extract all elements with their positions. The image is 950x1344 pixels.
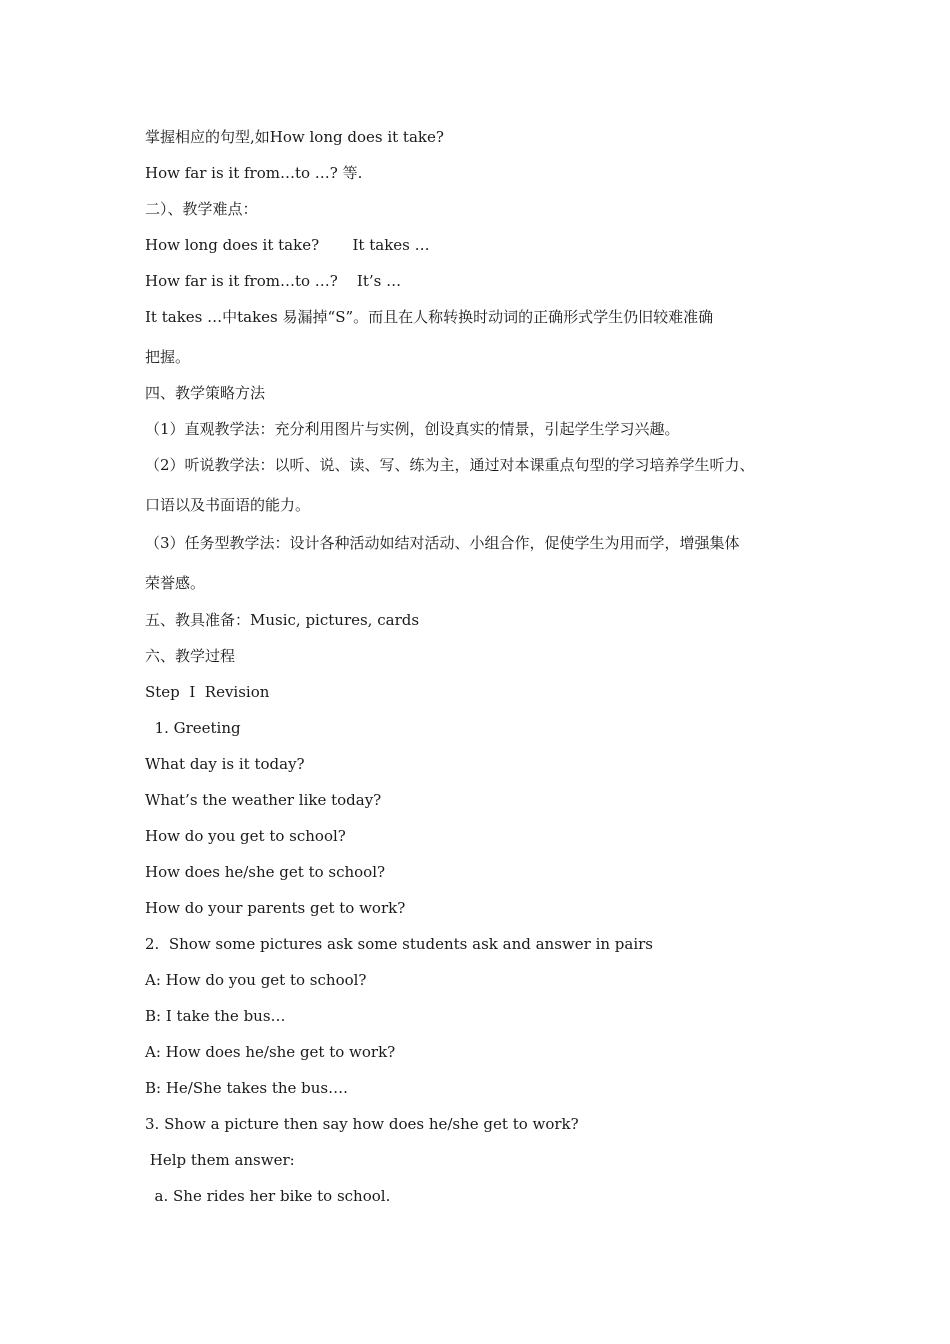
strategy-item-3-continuation: 荣誉感。 [145, 574, 206, 592]
activity-item-2: 2. Show some pictures ask some students ask and answer in pairs [145, 935, 654, 953]
activity-item-3: 3. Show a picture then say how does he/she get to work? [145, 1115, 579, 1133]
strategy-item-3: （3）任务型教学法：设计各种活动如结对活动、小组合作，促使学生为用而学，增强集体 [145, 534, 740, 552]
dialogue-line: A: How does he/she get to work? [145, 1043, 396, 1061]
section-heading-difficulties: 二）、教学难点： [145, 200, 258, 218]
question-line: How does he/she get to school? [145, 863, 386, 881]
dialogue-line: B: He/She takes the bus…. [145, 1079, 348, 1097]
question-line: What’s the weather like today? [145, 791, 382, 809]
section-heading-process: 六、教学过程 [145, 647, 236, 665]
answer-item-a: a. She rides her bike to school. [145, 1187, 391, 1205]
strategy-item-2: （2）听说教学法：以听、说、读、写、练为主，通过对本课重点句型的学习培养学生听力、 [145, 456, 755, 474]
question-line: How do your parents get to work? [145, 899, 406, 917]
sentence-pattern-how-far-line: How far is it from…to …? 等. [145, 164, 363, 182]
difficulty-note-line: It takes …中takes 易漏掉“S”。而且在人称转换时动词的正确形式学生仍旧较难准确 [145, 308, 714, 326]
question-line: How do you get to school? [145, 827, 346, 845]
section-heading-materials: 五、教具准备：Music, pictures, cards [145, 611, 420, 629]
difficulty-how-long-line: How long does it take? It takes … [145, 236, 430, 254]
help-answer-line: Help them answer: [145, 1151, 295, 1169]
strategy-item-1: （1）直观教学法：充分利用图片与实例，创设真实的情景，引起学生学习兴趣。 [145, 420, 680, 438]
dialogue-line: A: How do you get to school? [145, 971, 367, 989]
step-revision-heading: Step Ⅰ Revision [145, 683, 270, 701]
greeting-item: 1. Greeting [145, 719, 241, 737]
difficulty-note-continuation: 把握。 [145, 348, 191, 366]
difficulty-how-far-line: How far is it from…to …? It’s … [145, 272, 402, 290]
section-heading-strategies: 四、教学策略方法 [145, 384, 266, 402]
key-sentence-pattern-line: 掌握相应的句型,如How long does it take? [145, 128, 444, 146]
strategy-item-2-continuation: 口语以及书面语的能力。 [145, 496, 311, 514]
dialogue-line: B: I take the bus… [145, 1007, 286, 1025]
question-line: What day is it today? [145, 755, 305, 773]
